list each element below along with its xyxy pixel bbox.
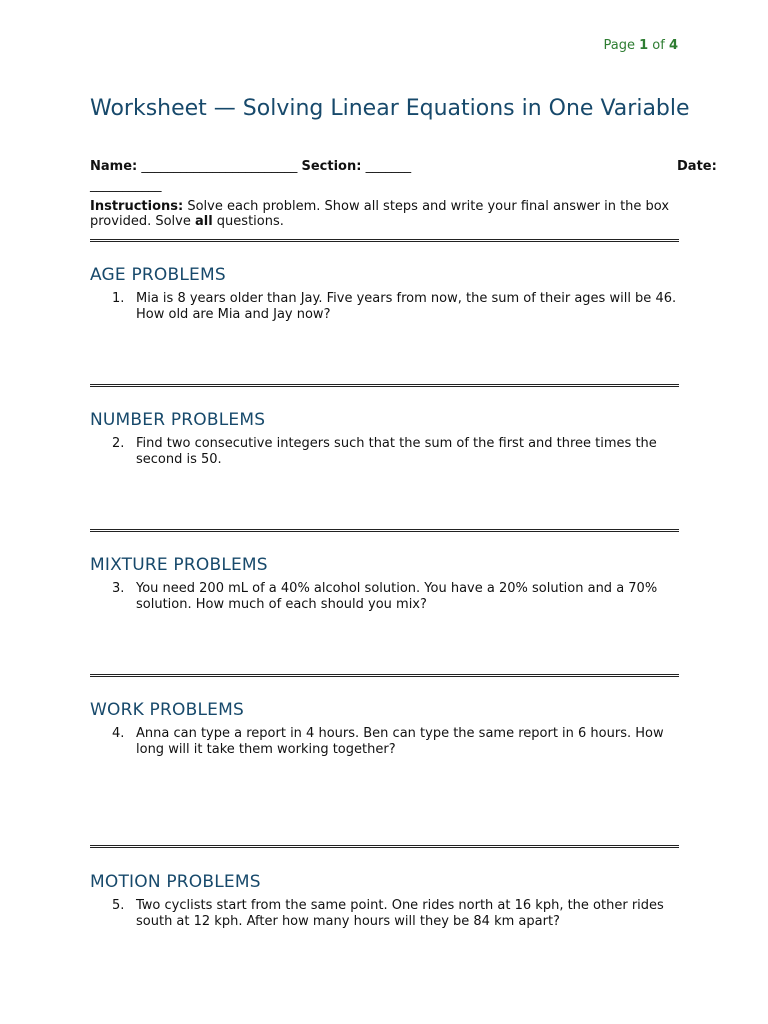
page-indicator: [603, 38, 678, 53]
page-total: 4: [668, 38, 678, 53]
problem-1: [112, 291, 682, 322]
section-divider: [90, 529, 679, 532]
instructions-text-end: questions.: [212, 214, 284, 229]
section-divider: [90, 845, 679, 848]
problem-5: [112, 898, 682, 929]
page-of: of: [652, 38, 665, 53]
instructions-label: Instructions:: [90, 199, 184, 214]
page-current: 1: [639, 38, 649, 53]
section-heading-motion: MOTION PROBLEMS: [90, 872, 261, 892]
instructions-emphasis: all: [194, 214, 213, 229]
problem-text: Mia is 8 years older than Jay. Five years from now, the sum of their ages will be 46. How old are Mia and Jay now?: [136, 291, 677, 322]
section-heading-mixture: MIXTURE PROBLEMS: [90, 555, 268, 575]
page-title: Worksheet — Solving Linear Equations in One Variable: [90, 96, 690, 121]
problem-number: 1.: [112, 291, 125, 306]
section-divider: [90, 674, 679, 677]
section-heading-number: NUMBER PROBLEMS: [90, 410, 266, 430]
instructions: [90, 199, 680, 229]
student-info-line: [90, 157, 717, 193]
problem-number: 2.: [112, 436, 125, 451]
section-blank: _______: [365, 159, 412, 174]
section-heading-work: WORK PROBLEMS: [90, 700, 244, 720]
name-label: Name:: [90, 159, 138, 174]
section-divider: [90, 239, 679, 242]
problem-number: 4.: [112, 726, 125, 741]
problem-4: [112, 726, 682, 757]
problem-number: 5.: [112, 898, 125, 913]
section-divider: [90, 384, 679, 387]
date-label: Date:: [677, 159, 717, 174]
problem-text: You need 200 mL of a 40% alcohol solution. You have a 20% solution and a 70% solution. How much of each should you mix?: [136, 581, 658, 612]
problem-text: Find two consecutive integers such that the sum of the first and three times the second is 50.: [136, 436, 657, 467]
instructions-text: Solve each problem. Show all steps and write your final answer in the box provided. Solve: [90, 199, 670, 229]
section-heading-age: AGE PROBLEMS: [90, 265, 226, 285]
problem-3: [112, 581, 682, 612]
problem-text: Two cyclists start from the same point. One rides north at 16 kph, the other rides south at 12 kph. After how many hours will they be 84 km apart?: [136, 898, 664, 929]
name-blank: ________________________: [141, 159, 298, 174]
section-label: Section:: [301, 159, 362, 174]
problem-text: Anna can type a report in 4 hours. Ben can type the same report in 6 hours. How long will it take them working together?: [136, 726, 664, 757]
problem-2: [112, 436, 682, 467]
date-blank: ___________: [90, 178, 162, 193]
problem-number: 3.: [112, 581, 125, 596]
page-label: Page: [603, 38, 635, 53]
date-field: [677, 157, 717, 176]
